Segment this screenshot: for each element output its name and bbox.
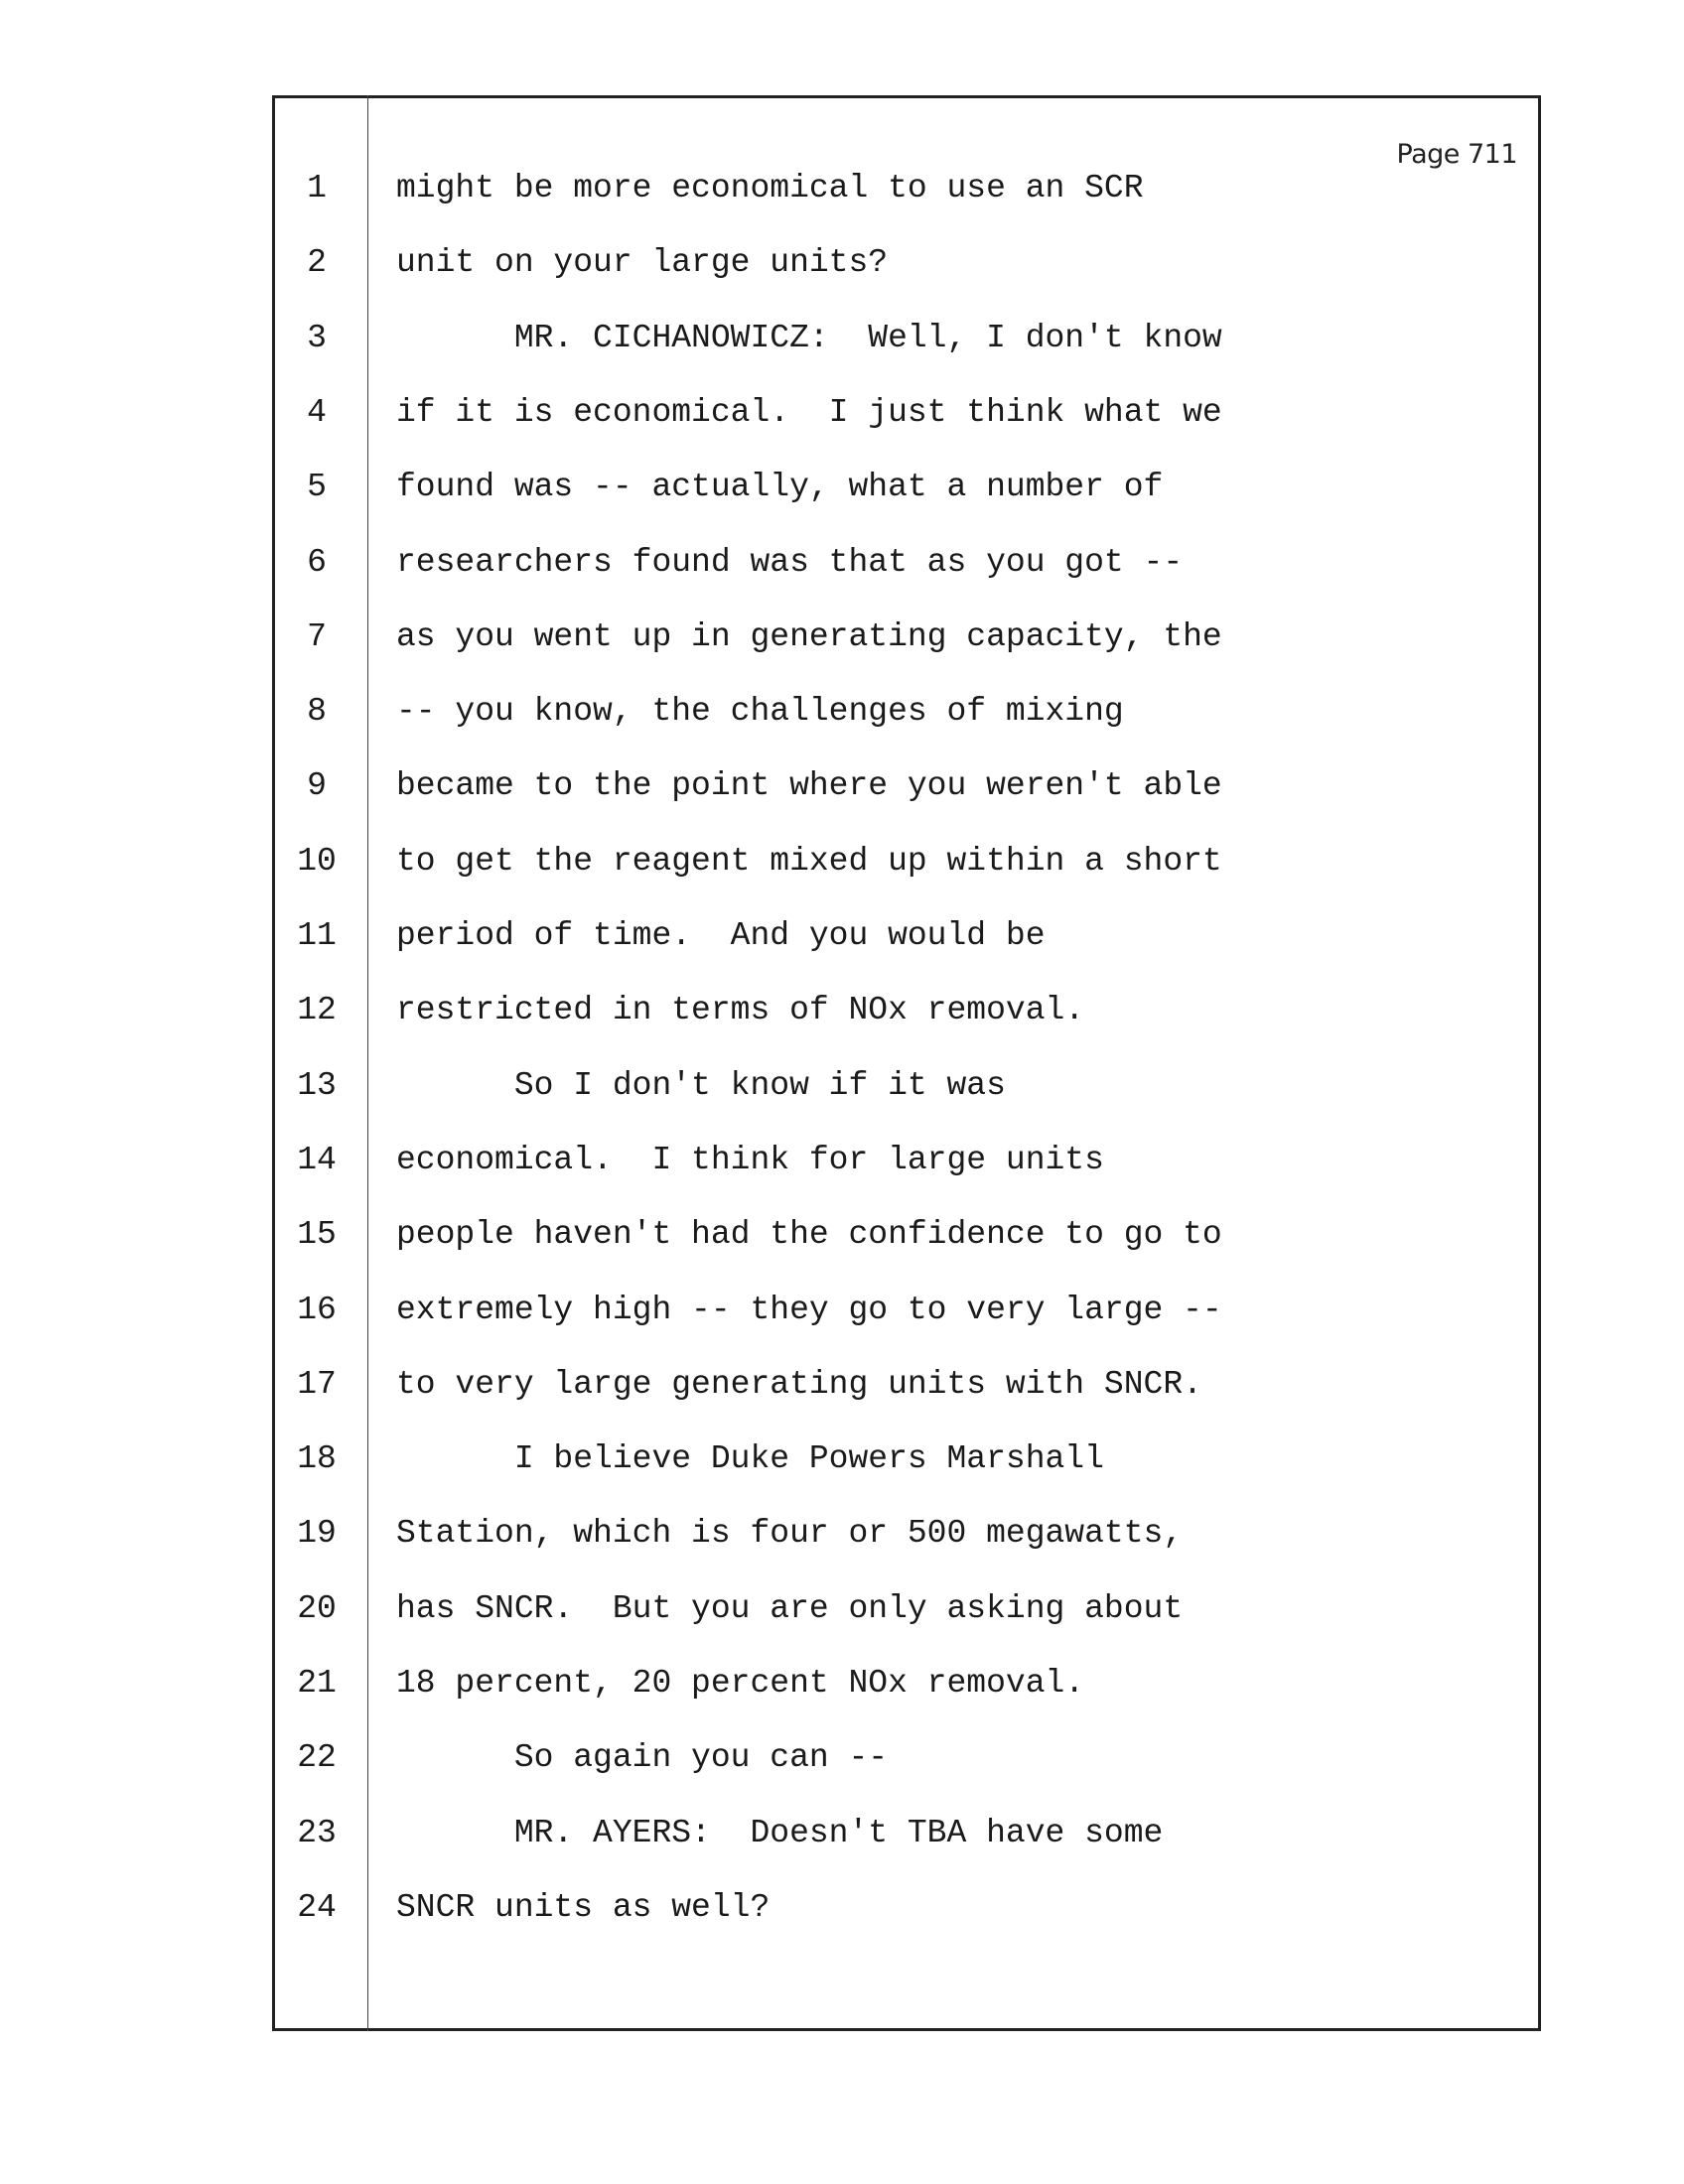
transcript-line [0, 1660, 1684, 1707]
line-text: to very large generating units with SNCR. [396, 1365, 1202, 1403]
transcript-line [0, 1884, 1684, 1932]
line-number: 21 [297, 1665, 337, 1702]
transcript-line [0, 1062, 1684, 1110]
line-number: 4 [307, 393, 327, 431]
line-number: 3 [307, 319, 327, 356]
transcript-line [0, 539, 1684, 587]
line-number: 15 [297, 1216, 337, 1254]
line-text: might be more economical to use an SCR [396, 170, 1144, 206]
line-text: if it is economical. I just think what we [396, 393, 1222, 431]
line-text: found was -- actually, what a number of [396, 469, 1164, 506]
line-number: 17 [297, 1365, 337, 1403]
line-text: researchers found was that as you got -- [396, 543, 1184, 581]
line-number: 23 [297, 1814, 337, 1851]
line-text: extremely high -- they go to very large -- [396, 1291, 1222, 1328]
transcript-line [0, 987, 1684, 1034]
line-text: MR. AYERS: Doesn't TBA have some [396, 1814, 1164, 1851]
line-text: people haven't had the confidence to go to [396, 1216, 1222, 1254]
transcript-line [0, 1287, 1684, 1334]
line-text: period of time. And you would be [396, 917, 1046, 954]
line-number: 22 [297, 1739, 337, 1777]
line-number: 12 [297, 992, 337, 1029]
transcript-line [0, 1810, 1684, 1857]
line-number: 14 [297, 1141, 337, 1178]
line-text: So I don't know if it was [396, 1066, 1006, 1104]
line-text: became to the point where you weren't able [396, 767, 1222, 805]
line-number: 13 [297, 1066, 337, 1104]
line-number: 2 [307, 244, 327, 282]
transcript-line [0, 1137, 1684, 1184]
line-number: 11 [297, 917, 337, 954]
transcript-line [0, 614, 1684, 661]
transcript-line [0, 1510, 1684, 1558]
line-text: I believe Duke Powers Marshall [396, 1440, 1104, 1478]
transcript-line [0, 464, 1684, 511]
line-number: 20 [297, 1589, 337, 1627]
transcript-line [0, 389, 1684, 437]
transcript-line [0, 1211, 1684, 1259]
transcript-line [0, 762, 1684, 810]
transcript-line [0, 1435, 1684, 1483]
page-number: Page 711 [1396, 139, 1517, 170]
line-text: -- you know, the challenges of mixing [396, 693, 1124, 731]
transcript-line [0, 688, 1684, 736]
transcript-line [0, 315, 1684, 362]
line-number: 19 [297, 1515, 337, 1553]
transcript-line [0, 239, 1684, 287]
transcript-line [0, 1361, 1684, 1409]
line-text: economical. I think for large units [396, 1141, 1104, 1178]
transcript-line [0, 1734, 1684, 1782]
line-text: to get the reagent mixed up within a short [396, 842, 1222, 880]
transcript-line [0, 838, 1684, 886]
line-text: as you went up in generating capacity, the [396, 617, 1222, 655]
line-number: 7 [307, 617, 327, 655]
line-text: SNCR units as well? [396, 1888, 771, 1926]
line-number: 10 [297, 842, 337, 880]
transcript-line [0, 912, 1684, 960]
line-number: 5 [307, 469, 327, 506]
line-number: 8 [307, 693, 327, 731]
line-text: Station, which is four or 500 megawatts, [396, 1515, 1184, 1553]
line-text: 18 percent, 20 percent NOx removal. [396, 1665, 1085, 1702]
transcript-line [0, 1585, 1684, 1633]
line-number: 18 [297, 1440, 337, 1478]
line-text: restricted in terms of NOx removal. [396, 992, 1085, 1029]
line-number: 9 [307, 767, 327, 805]
line-text: has SNCR. But you are only asking about [396, 1589, 1184, 1627]
line-number: 6 [307, 543, 327, 581]
line-text: So again you can -- [396, 1739, 889, 1777]
line-number: 16 [297, 1291, 337, 1328]
transcript-line [0, 165, 1684, 212]
line-text: unit on your large units? [396, 244, 889, 282]
line-number: 24 [297, 1888, 337, 1926]
line-text: MR. CICHANOWICZ: Well, I don't know [396, 319, 1222, 356]
line-number: 1 [307, 170, 327, 206]
